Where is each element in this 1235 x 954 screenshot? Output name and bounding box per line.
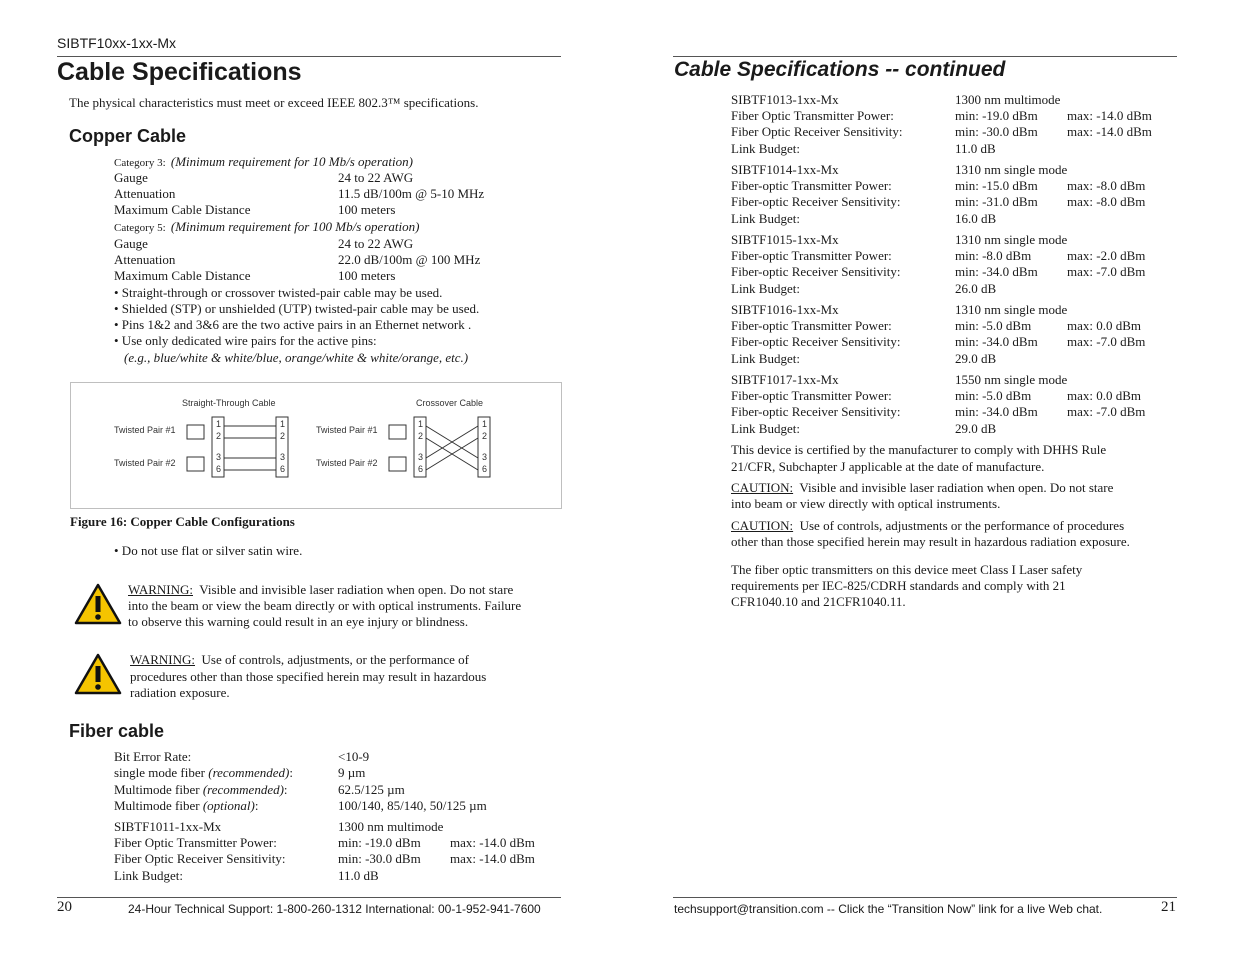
model-tx-max: max: -14.0 dBm bbox=[450, 835, 535, 851]
bullet-item: • Shielded (STP) or unshielded (UTP) twisted-pair cable may be used. bbox=[114, 301, 480, 316]
straight-pair2-label: Twisted Pair #2 bbox=[114, 458, 176, 468]
caution1-label: CAUTION: bbox=[731, 480, 794, 495]
pin-label: 1 bbox=[418, 419, 424, 429]
pin-label: 1 bbox=[280, 419, 286, 429]
spec-value: 100 meters bbox=[338, 202, 396, 217]
fiber-spec-label: Multimode fiber (recommended): bbox=[114, 781, 288, 797]
straight-pair1-label: Twisted Pair #1 bbox=[114, 425, 176, 435]
model-tx-label: Fiber Optic Transmitter Power: bbox=[731, 108, 894, 124]
caution2-line: other than those specified herein may result in hazardous radiation exposure. bbox=[731, 534, 1130, 549]
straight-left-pair1-box bbox=[187, 425, 204, 439]
footer-rule-left bbox=[57, 897, 561, 898]
model-tx-min: min: -8.0 dBm bbox=[955, 248, 1032, 264]
warning1-line: to observe this warning could result in an eye injury or blindness. bbox=[128, 614, 469, 629]
model-rx-label: Fiber-optic Receiver Sensitivity: bbox=[731, 264, 901, 280]
page-number-right: 21 bbox=[1161, 899, 1176, 915]
spec-value: 100 meters bbox=[338, 268, 396, 283]
model-rx-max: max: -7.0 dBm bbox=[1067, 264, 1146, 280]
page-number-left: 20 bbox=[57, 899, 72, 915]
fiber-spec-label: Multimode fiber (optional): bbox=[114, 797, 259, 813]
model-rx-label: Fiber Optic Receiver Sensitivity: bbox=[731, 124, 903, 140]
straight-left-pair2-box bbox=[187, 457, 204, 471]
pin-label: 3 bbox=[482, 452, 488, 462]
pin-label: 1 bbox=[216, 419, 222, 429]
cat5-note: (Minimum requirement for 100 Mb/s operation) bbox=[170, 219, 420, 234]
model-tx-max: max: 0.0 dBm bbox=[1067, 318, 1142, 334]
model-rx-min: min: -34.0 dBm bbox=[955, 404, 1038, 420]
cross-left-pair2-box bbox=[389, 457, 406, 471]
cat3-note: (Minimum requirement for 10 Mb/s operation) bbox=[170, 154, 413, 169]
pin-label: 1 bbox=[482, 419, 488, 429]
model-lb: 11.0 dB bbox=[338, 867, 379, 883]
caution1-line: into beam or view directly with optical instruments. bbox=[731, 496, 1001, 511]
spec-value: 11.5 dB/100m @ 5-10 MHz bbox=[338, 186, 485, 201]
fiber-spec-value: 9 µm bbox=[338, 765, 366, 781]
pin-label: 2 bbox=[216, 431, 222, 441]
model-tx-label: Fiber-optic Transmitter Power: bbox=[731, 318, 892, 334]
spec-value: 24 to 22 AWG bbox=[338, 170, 414, 185]
pin-label: 2 bbox=[280, 431, 286, 441]
model-lb-label: Link Budget: bbox=[731, 350, 800, 366]
model-mode: 1300 nm multimode bbox=[338, 819, 444, 834]
cross-pair1-label: Twisted Pair #1 bbox=[316, 425, 378, 435]
model-tx-max: max: -2.0 dBm bbox=[1067, 248, 1146, 264]
footer-rule-right bbox=[673, 897, 1177, 898]
model-mode: 1310 nm single mode bbox=[955, 302, 1068, 317]
spec-label: Maximum Cable Distance bbox=[114, 202, 251, 217]
cat3-line bbox=[114, 154, 413, 171]
pin-label: 6 bbox=[418, 464, 424, 474]
model-name: SIBTF1013-1xx-Mx bbox=[731, 92, 839, 107]
model-lb: 26.0 dB bbox=[955, 280, 997, 296]
model-rx-max: max: -7.0 dBm bbox=[1067, 334, 1146, 350]
model-rx-max: max: -14.0 dBm bbox=[1067, 124, 1152, 140]
crossover-title: Crossover Cable bbox=[416, 398, 484, 408]
copper-cable-figure bbox=[70, 382, 562, 509]
cat5-line bbox=[114, 219, 419, 236]
crossover-diagram bbox=[389, 417, 490, 477]
model-mode: 1310 nm single mode bbox=[955, 232, 1068, 247]
model-rx-label: Fiber-optic Receiver Sensitivity: bbox=[731, 334, 901, 350]
footer-right: techsupport@transition.com -- Click the “Transition Now” link for a live Web chat. bbox=[674, 902, 1103, 916]
model-name: SIBTF1016-1xx-Mx bbox=[731, 302, 839, 317]
spec-label: Attenuation bbox=[114, 186, 176, 201]
spec-label: Maximum Cable Distance bbox=[114, 268, 251, 283]
cross-pair2-label: Twisted Pair #2 bbox=[316, 458, 378, 468]
model-tx-label: Fiber-optic Transmitter Power: bbox=[731, 248, 892, 264]
model-tx-min: min: -15.0 dBm bbox=[955, 178, 1038, 194]
fiber-spec-value: 100/140, 85/140, 50/125 µm bbox=[338, 797, 487, 813]
model-lb: 29.0 dB bbox=[955, 350, 997, 366]
model-name: SIBTF1015-1xx-Mx bbox=[731, 232, 839, 247]
bullet-item: • Straight-through or crossover twisted-pair cable may be used. bbox=[114, 285, 443, 300]
header-rule bbox=[57, 56, 561, 57]
model-mode: 1550 nm single mode bbox=[955, 372, 1068, 387]
model-lb-label: Link Budget: bbox=[731, 280, 800, 296]
warning1-line: into the beam or view the beam directly or with optical instruments. Failure bbox=[128, 598, 522, 613]
model-tx-min: min: -19.0 dBm bbox=[955, 108, 1038, 124]
model-tx-max: max: 0.0 dBm bbox=[1067, 388, 1142, 404]
pin-label: 6 bbox=[482, 464, 488, 474]
warning1-label: WARNING: bbox=[128, 582, 193, 597]
cross-left-pair1-box bbox=[389, 425, 406, 439]
laser-class-line: CFR1040.10 and 21CFR1040.11. bbox=[731, 594, 906, 609]
pin-label: 2 bbox=[482, 431, 488, 441]
spec-value: 22.0 dB/100m @ 100 MHz bbox=[338, 252, 481, 267]
model-rx-label: Fiber-optic Receiver Sensitivity: bbox=[731, 404, 901, 420]
laser-class-line: requirements per IEC-825/CDRH standards and comply with 21 bbox=[731, 578, 1066, 593]
pin-label: 3 bbox=[418, 452, 424, 462]
continued-title: Cable Specifications -- continued bbox=[674, 58, 1006, 81]
figure-caption: Figure 16: Copper Cable Configurations bbox=[70, 514, 295, 529]
model-lb: 29.0 dB bbox=[955, 420, 997, 436]
copper-heading: Copper Cable bbox=[69, 126, 187, 146]
cable-diagram bbox=[71, 383, 561, 508]
warning1-line: WARNING: Visible and invisible laser radiation when open. Do not stare bbox=[128, 582, 514, 597]
header-rule-right bbox=[673, 56, 1177, 57]
model-rx-max: max: -8.0 dBm bbox=[1067, 194, 1146, 210]
model-tx-min: min: -5.0 dBm bbox=[955, 318, 1032, 334]
model-name: SIBTF1014-1xx-Mx bbox=[731, 162, 839, 177]
model-rx-min: min: -31.0 dBm bbox=[955, 194, 1038, 210]
model-tx-label: Fiber Optic Transmitter Power: bbox=[114, 835, 277, 851]
running-head: SIBTF10xx-1xx-Mx bbox=[57, 35, 177, 51]
fiber-heading: Fiber cable bbox=[69, 721, 165, 741]
model-rx-max: max: -7.0 dBm bbox=[1067, 404, 1146, 420]
model-tx-max: max: -8.0 dBm bbox=[1067, 178, 1146, 194]
spec-label: Gauge bbox=[114, 236, 148, 251]
model-tx-max: max: -14.0 dBm bbox=[1067, 108, 1152, 124]
caution2-label: CAUTION: bbox=[731, 518, 794, 533]
fiber-spec-value: <10-9 bbox=[338, 749, 370, 764]
spec-label: Gauge bbox=[114, 170, 148, 185]
model-name: SIBTF1011-1xx-Mx bbox=[114, 819, 222, 834]
model-tx-min: min: -19.0 dBm bbox=[338, 835, 421, 851]
model-lb-label: Link Budget: bbox=[731, 420, 800, 436]
pin-label: 3 bbox=[280, 452, 286, 462]
model-rx-max: max: -14.0 dBm bbox=[450, 851, 535, 867]
model-mode: 1300 nm multimode bbox=[955, 92, 1061, 107]
model-lb: 16.0 dB bbox=[955, 210, 997, 226]
model-tx-min: min: -5.0 dBm bbox=[955, 388, 1032, 404]
pin-label: 2 bbox=[418, 431, 424, 441]
model-rx-label: Fiber Optic Receiver Sensitivity: bbox=[114, 851, 286, 867]
fiber-spec-value: 62.5/125 µm bbox=[338, 781, 405, 797]
flat-wire-note: • Do not use flat or silver satin wire. bbox=[114, 543, 303, 558]
warning2-label: WARNING: bbox=[130, 652, 195, 667]
footer-left: 24-Hour Technical Support: 1-800-260-1312 International: 00-1-952-941-7600 bbox=[128, 902, 541, 916]
pin-label: 6 bbox=[280, 464, 286, 474]
model-lb-label: Link Budget: bbox=[114, 867, 183, 883]
fiber-spec-label: Bit Error Rate: bbox=[114, 749, 192, 764]
caution1-line: CAUTION: Visible and invisible laser radiation when open. Do not stare bbox=[731, 480, 1114, 495]
cat5-label: Category 5: bbox=[114, 222, 166, 234]
model-lb: 11.0 dB bbox=[955, 140, 996, 156]
warning-triangle-icon bbox=[74, 583, 122, 625]
model-name: SIBTF1017-1xx-Mx bbox=[731, 372, 839, 387]
model-mode: 1310 nm single mode bbox=[955, 162, 1068, 177]
page-title: Cable Specifications bbox=[57, 58, 302, 86]
model-tx-label: Fiber-optic Transmitter Power: bbox=[731, 388, 892, 404]
intro-text: The physical characteristics must meet or exceed IEEE 802.3™ specifications. bbox=[69, 95, 479, 110]
cert-line: This device is certified by the manufacturer to comply with DHHS Rule bbox=[731, 442, 1107, 457]
model-tx-label: Fiber-optic Transmitter Power: bbox=[731, 178, 892, 194]
model-rx-min: min: -30.0 dBm bbox=[338, 851, 421, 867]
bullet-item: • Pins 1&2 and 3&6 are the two active pairs in an Ethernet network . bbox=[114, 317, 472, 332]
fiber-spec-label: single mode fiber (recommended): bbox=[114, 765, 293, 781]
warning-triangle-icon bbox=[74, 653, 122, 695]
pin-label: 3 bbox=[216, 452, 222, 462]
warning2-line: WARNING: Use of controls, adjustments, or the performance of bbox=[130, 652, 470, 667]
laser-class-line: The fiber optic transmitters on this device meet Class I Laser safety bbox=[731, 562, 1083, 577]
model-lb-label: Link Budget: bbox=[731, 140, 800, 156]
straight-through-title: Straight-Through Cable bbox=[182, 398, 276, 408]
model-rx-min: min: -30.0 dBm bbox=[955, 124, 1038, 140]
caution2-line: CAUTION: Use of controls, adjustments or the performance of procedures bbox=[731, 518, 1125, 533]
spec-label: Attenuation bbox=[114, 252, 176, 267]
cat3-label: Category 3: bbox=[114, 157, 166, 169]
model-rx-min: min: -34.0 dBm bbox=[955, 264, 1038, 280]
warning2-line: radiation exposure. bbox=[130, 685, 230, 700]
pin-label: 6 bbox=[216, 464, 222, 474]
model-rx-label: Fiber-optic Receiver Sensitivity: bbox=[731, 194, 901, 210]
model-lb-label: Link Budget: bbox=[731, 210, 800, 226]
warning2-line: procedures other than those specified herein may result in hazardous bbox=[130, 669, 487, 684]
straight-through-diagram bbox=[187, 417, 288, 477]
cert-line: 21/CFR, Subchapter J applicable at the date of manufacture. bbox=[731, 459, 1045, 474]
spec-value: 24 to 22 AWG bbox=[338, 236, 414, 251]
bullet-example: (e.g., blue/white & white/blue, orange/white & white/orange, etc.) bbox=[124, 350, 469, 365]
bullet-item: • Use only dedicated wire pairs for the active pins: bbox=[114, 333, 377, 348]
model-rx-min: min: -34.0 dBm bbox=[955, 334, 1038, 350]
